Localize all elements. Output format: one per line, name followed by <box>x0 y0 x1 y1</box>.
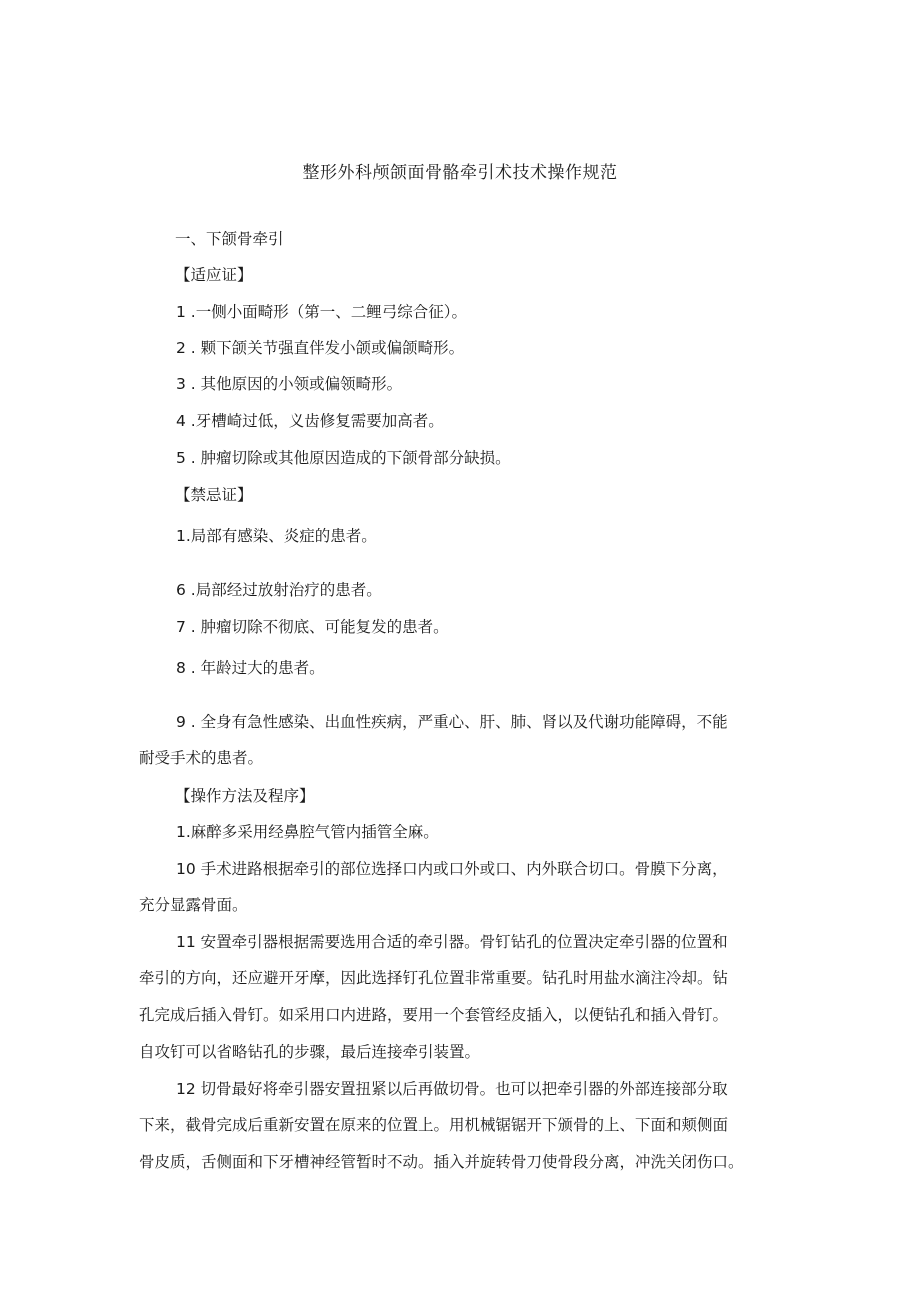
contraindication-item-9-line2: 耐受手术的患者。 <box>139 749 264 767</box>
indication-item: 3 . 其他原因的小领或偏领畸形。 <box>176 375 403 393</box>
section-heading: 一、下颌骨牵引 <box>175 230 284 248</box>
contraindication-item: 6 .局部经过放射治疗的患者。 <box>176 581 382 599</box>
contraindication-item: 8 . 年龄过大的患者。 <box>176 659 325 677</box>
contraindication-item: 1.局部有感染、炎症的患者。 <box>176 527 377 545</box>
contraindication-item: 7 . 肿瘤切除不彻底、可能复发的患者。 <box>176 618 449 636</box>
procedure-step-11-line4: 自攻钉可以省略钻孔的步骤，最后连接牵引装置。 <box>139 1043 481 1061</box>
contraindication-item-9-line1: 9 . 全身有急性感染、出血性疾病，严重心、肝、肺、肾以及代谢功能障碍，不能 <box>176 713 728 731</box>
indications-heading: 【适应证】 <box>175 266 253 284</box>
procedure-step-10-line2: 充分显露骨面。 <box>139 896 248 914</box>
indication-item: 2 . 颗下颌关节强直伴发小颌或偏颌畸形。 <box>176 339 465 357</box>
procedure-step-11-line3: 孔完成后插入骨钉。如采用口内进路，要用一个套管经皮插入，以便钻孔和插入骨钉。 <box>139 1006 729 1024</box>
procedure-step-11-line1: 11 安置牵引器根据需要选用合适的牵引器。骨钉钻孔的位置决定牵引器的位置和 <box>176 933 728 951</box>
procedure-step-10-line1: 10 手术进路根据牵引的部位选择口内或口外或口、内外联合切口。骨膜下分离， <box>176 860 728 878</box>
indication-item: 1 .一侧小面畸形（第一、二鲤弓综合征）。 <box>176 303 467 321</box>
document-title: 整形外科颅颌面骨骼牵引术技术操作规范 <box>302 163 618 183</box>
procedure-step-12-line2: 下来，截骨完成后重新安置在原来的位置上。用机械锯锯开下颁骨的上、下面和颊侧面 <box>139 1116 729 1134</box>
procedure-step-12-line3: 骨皮质，舌侧面和下牙槽神经管暂时不动。插入并旋转骨刀使骨段分离，冲洗关闭伤口。 <box>139 1153 744 1171</box>
indication-item: 4 .牙槽崎过低，义齿修复需要加高者。 <box>176 412 444 430</box>
procedure-step-12-line1: 12 切骨最好将牵引器安置扭紧以后再做切骨。也可以把牵引器的外部连接部分取 <box>176 1080 728 1098</box>
contraindications-heading: 【禁忌证】 <box>175 486 253 504</box>
procedure-step-11-line2: 牵引的方向，还应避开牙摩，因此选择钉孔位置非常重要。钻孔时用盐水滴注冷却。钻 <box>139 969 729 987</box>
procedure-step-1: 1.麻醉多采用经鼻腔气管内插管全麻。 <box>176 823 439 841</box>
indication-item: 5 . 肿瘤切除或其他原因造成的下颌骨部分缺损。 <box>176 449 511 467</box>
procedure-heading: 【操作方法及程序】 <box>175 787 315 805</box>
